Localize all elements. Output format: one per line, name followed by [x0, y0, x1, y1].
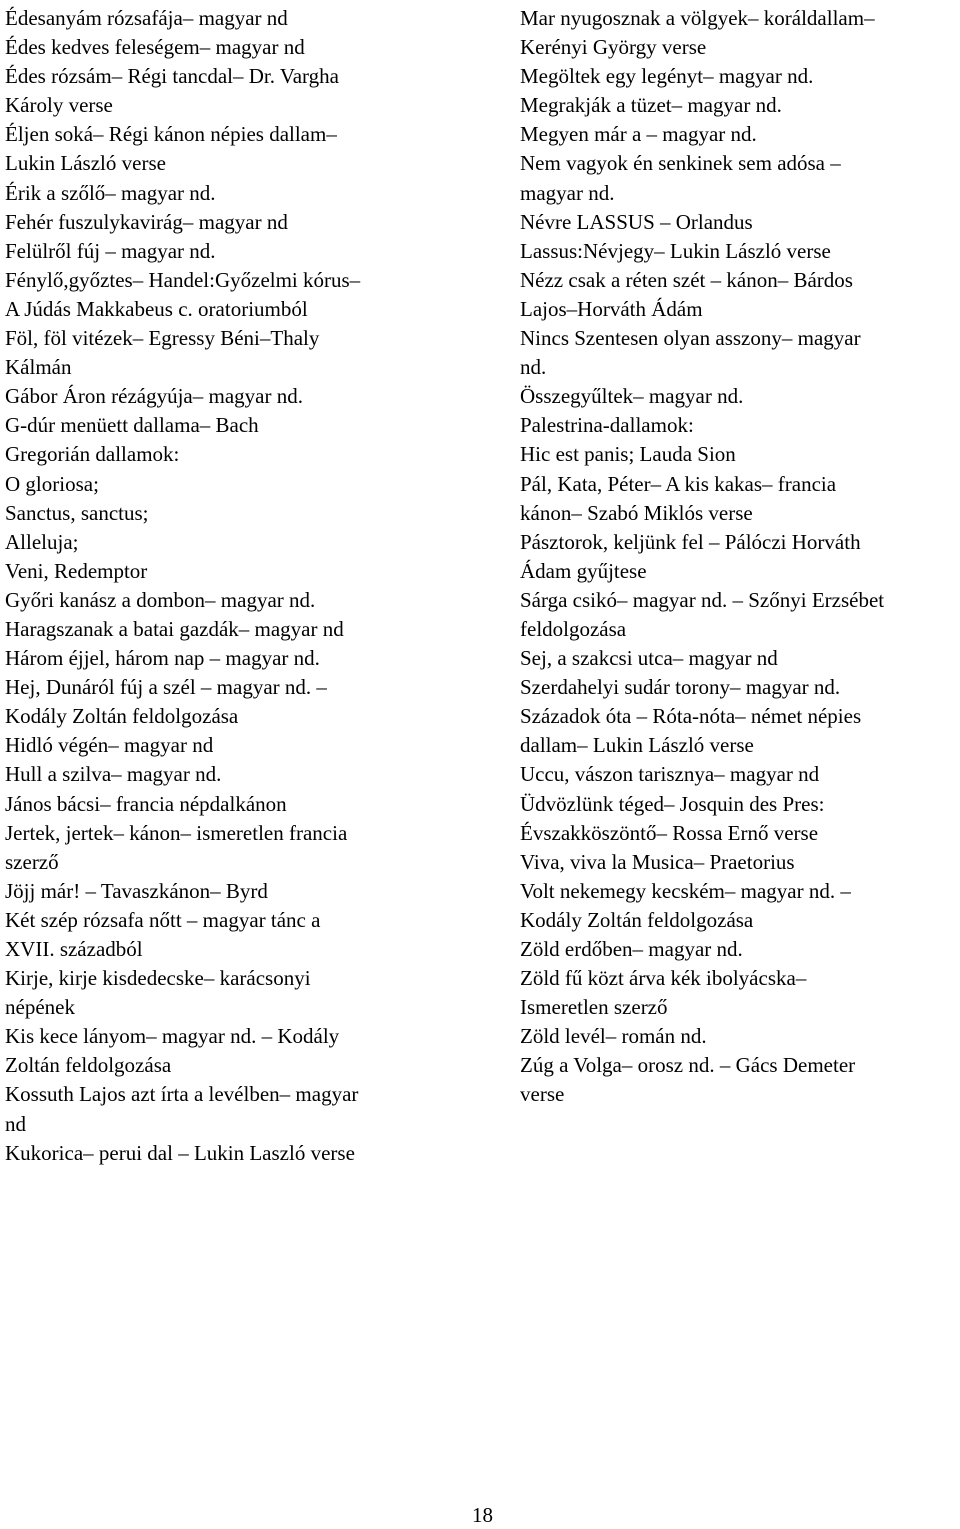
song-list-line: Viva, viva la Musica– Praetorius [520, 849, 795, 874]
song-list-line: Pásztorok, keljünk fel – Pálóczi Horváth [520, 529, 861, 554]
song-list-line: O gloriosa; [5, 471, 99, 496]
song-list-line: Jertek, jertek– kánon– ismeretlen francia [5, 820, 348, 845]
song-list-line: Győri kanász a dombon– magyar nd. [5, 587, 316, 612]
song-list-line: Névre LASSUS – Orlandus [520, 209, 753, 234]
song-list-line: népének [5, 995, 75, 1020]
song-list-right-column [520, 4, 960, 1110]
song-list-line: Édesanyám rózsafája– magyar nd [5, 6, 288, 30]
song-list-line: dallam– Lukin László verse [520, 733, 754, 758]
song-list-line: Kukorica– perui dal – Lukin Laszló verse [5, 1140, 355, 1165]
song-list-line: Sárga csikó– magyar nd. – Szőnyi Erzsébet [520, 587, 885, 612]
song-list-line: Kossuth Lajos azt írta a levélben– magyar [5, 1082, 359, 1107]
song-list-line: Gábor Áron rézágyúja– magyar nd. [5, 384, 303, 409]
song-list-line: Két szép rózsafa nőtt – magyar tánc a [5, 907, 321, 932]
song-list-line: Nem vagyok én senkinek sem adósa – [520, 151, 841, 176]
song-list-line: Felülről fúj – magyar nd. [5, 238, 216, 263]
song-list-line: Károly verse [5, 93, 113, 118]
song-list-line: Lajos–Horváth Ádám [520, 296, 703, 321]
song-list-line: Megöltek egy legényt– magyar nd. [520, 64, 814, 89]
song-list-line: Kodály Zoltán feldolgozása [520, 907, 754, 932]
song-list-line: Zöld erdőben– magyar nd. [520, 937, 743, 961]
song-list-line: Hej, Dunáról fúj a szél – magyar nd. – [5, 675, 327, 700]
song-list-line: Haragszanak a batai gazdák– magyar nd [5, 616, 344, 641]
song-list-line: Három éjjel, három nap – magyar nd. [5, 646, 320, 671]
song-list-line: Jöjj már! – Tavaszkánon– Byrd [5, 878, 268, 903]
song-list-line: nd [5, 1111, 26, 1136]
song-list-line: Sanctus, sanctus; [5, 500, 149, 525]
song-list-line: Századok óta – Róta-nóta– német népies [520, 704, 862, 729]
song-list-line: G-dúr menüett dallama– Bach [5, 413, 259, 438]
song-list-line: Uccu, vászon tarisznya– magyar nd [520, 762, 820, 787]
song-list-line: Hic est panis; Lauda Sion [520, 442, 736, 467]
song-list-line: Évszakköszöntő– Rossa Ernő verse [520, 820, 819, 845]
song-list-line: Föl, föl vitézek– Egressy Béni–Thaly [5, 326, 320, 351]
song-list-line: Ádam gyűjtese [520, 558, 647, 583]
song-list-line: Gregorián dallamok: [5, 442, 180, 467]
song-list-line: Veni, Redemptor [5, 558, 148, 583]
song-list-line: Palestrina-dallamok: [520, 413, 694, 438]
song-list-line: feldolgozása [520, 616, 627, 641]
song-list-line: Zúg a Volga– orosz nd. – Gács Demeter [520, 1053, 856, 1078]
song-list-line: A Júdás Makkabeus c. oratoriumból [5, 296, 308, 321]
song-list-line: Pál, Kata, Péter– A kis kakas– francia [520, 471, 837, 496]
song-list-line: Összegyűltek– magyar nd. [520, 384, 744, 409]
song-list-line: Alleluja; [5, 529, 79, 554]
song-list-line: Üdvözlünk téged– Josquin des Pres: [520, 791, 825, 816]
page-number: 18 [472, 1503, 493, 1527]
song-list-line: Zoltán feldolgozása [5, 1053, 172, 1078]
song-list-line: Fehér fuszulykavirág– magyar nd [5, 209, 288, 234]
song-list-line: Zöld levél– román nd. [520, 1024, 707, 1049]
song-list-line: Kerényi György verse [520, 35, 707, 60]
song-list-line: verse [520, 1082, 565, 1107]
song-list-line: Kálmán [5, 355, 72, 380]
song-list-line: János bácsi– francia népdalkánon [5, 791, 287, 816]
song-list-line: Nincs Szentesen olyan asszony– magyar [520, 326, 861, 351]
song-list-line: magyar nd. [520, 180, 615, 205]
song-list-line: Mar nyugosznak a völgyek– koráldallam– [520, 6, 875, 30]
song-list-line: Volt nekemegy kecském– magyar nd. – [520, 878, 851, 903]
song-list-line: Kodály Zoltán feldolgozása [5, 704, 239, 729]
song-list-left-column [5, 4, 450, 1168]
song-list-line: Sej, a szakcsi utca– magyar nd [520, 646, 778, 671]
song-list-line: Nézz csak a réten szét – kánon– Bárdos [520, 267, 853, 292]
song-list-line: Érik a szőlő– magyar nd. [5, 180, 216, 205]
song-list-line: Fénylő,győztes– Handel:Győzelmi kórus– [5, 267, 361, 292]
song-list-line: Kirje, kirje kisdedecske– karácsonyi [5, 966, 311, 991]
song-list-line: Lassus:Névjegy– Lukin László verse [520, 238, 831, 263]
song-list-line: kánon– Szabó Miklós verse [520, 500, 753, 525]
song-list-line: Édes kedves feleségem– magyar nd [5, 35, 305, 60]
song-list-line: Zöld fű közt árva kék ibolyácska– [520, 966, 807, 991]
song-list-line: Édes rózsám– Régi tancdal– Dr. Vargha [5, 64, 339, 89]
song-list-line: Kis kece lányom– magyar nd. – Kodály [5, 1024, 340, 1049]
song-list-line: Lukin László verse [5, 151, 166, 176]
song-list-line: nd. [520, 355, 547, 380]
song-list-line: Hull a szilva– magyar nd. [5, 762, 222, 787]
song-list-line: Megrakják a tüzet– magyar nd. [520, 93, 782, 118]
song-list-line: XVII. századból [5, 937, 143, 961]
song-list-line: Ismeretlen szerző [520, 995, 668, 1020]
song-list-line: Szerdahelyi sudár torony– magyar nd. [520, 675, 841, 700]
song-list-line: Éljen soká– Régi kánon népies dallam– [5, 122, 337, 147]
song-list-line: Hidló végén– magyar nd [5, 733, 214, 758]
song-list-line: szerző [5, 849, 59, 874]
song-list-line: Megyen már a – magyar nd. [520, 122, 757, 147]
